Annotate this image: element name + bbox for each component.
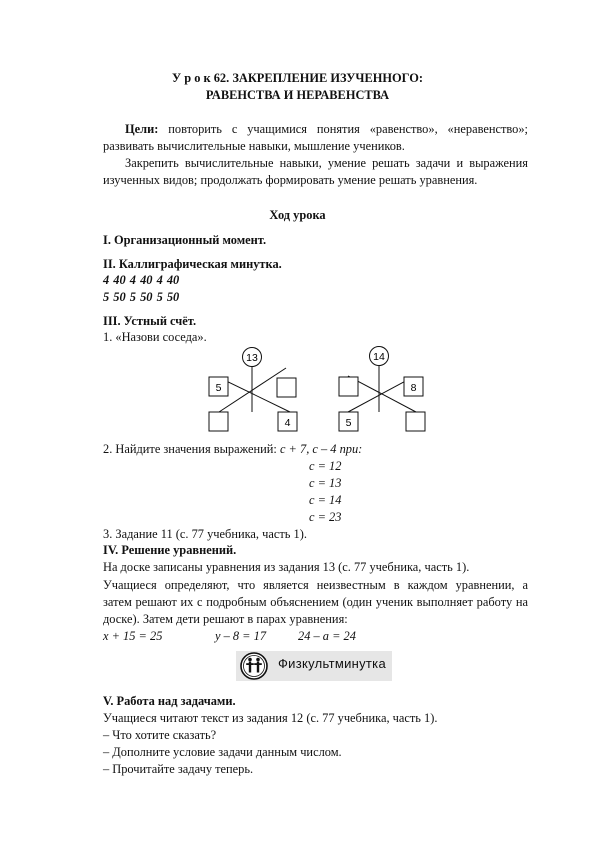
goals-text: повторить с учащимися понятия «равенство», «неравенство»; xyxy=(158,122,528,136)
section-oral-count: III. Устный счёт. xyxy=(103,314,197,328)
physical-break-label: Физкультминутка xyxy=(278,656,386,671)
equation-3: 24 – a = 24 xyxy=(298,629,356,643)
goals-line4: изученных видов; продолжать формировать умение решать уравнения. xyxy=(103,173,478,187)
tree1-root-value: 13 xyxy=(246,352,258,364)
problems-line4: – Прочитайте задачу теперь. xyxy=(103,762,254,776)
task-assignment-11: 3. Задание 11 (с. 77 учебника, часть 1). xyxy=(103,527,307,541)
calligraphy-row-1: 4 40 4 40 4 40 xyxy=(103,273,180,287)
tree2-right-top-value: 8 xyxy=(410,382,417,394)
tree2-left-bottom-value: 5 xyxy=(345,417,352,429)
c-value-2: c = 13 xyxy=(309,476,342,490)
tree1-right-bottom-value: 4 xyxy=(284,417,291,429)
section-equations: IV. Решение уравнений. xyxy=(103,543,237,557)
two-figures-icon xyxy=(241,653,267,679)
c-value-4: c = 23 xyxy=(309,510,342,524)
c-value-3: c = 14 xyxy=(309,493,342,507)
task-find-values xyxy=(103,441,362,458)
tree1-box-left-bottom xyxy=(209,412,228,431)
tree2-box-right-bottom xyxy=(406,412,425,431)
section-calligraphy: II. Каллиграфическая минутка. xyxy=(103,257,282,271)
course-heading: Ход урока xyxy=(269,208,326,222)
equation-2: y – 8 = 17 xyxy=(215,629,267,643)
problems-line2: – Что хотите сказать? xyxy=(103,728,217,742)
equations-line2: Учащиеся определяют, что является неизвестным в каждом уравнении, а xyxy=(103,578,528,592)
tree1-left-top-value: 5 xyxy=(215,382,222,394)
goals-label: Цели: xyxy=(125,122,159,136)
equations-line3: затем решают их с подробным объяснением (один ученик выполняет работу на xyxy=(103,595,528,609)
goals-line3: Закрепить вычислительные навыки, умение решать задачи и выражения xyxy=(125,156,528,170)
tree2-box-left-top xyxy=(339,377,358,396)
goals-line2: развивать вычислительные навыки, мышление учеников. xyxy=(103,139,405,153)
section-problems: V. Работа над задачами. xyxy=(103,694,236,708)
lesson-title-text: 62. ЗАКРЕПЛЕНИЕ ИЗУЧЕННОГО: xyxy=(210,71,423,85)
task-find-values-expression: c + 7, c – 4 при: xyxy=(276,442,363,456)
section-organizational: I. Организационный момент. xyxy=(103,233,267,247)
c-value-1: c = 12 xyxy=(309,459,342,473)
lesson-title-line2: РАВЕНСТВА И НЕРАВЕНСТВА xyxy=(205,88,390,102)
equation-1: x + 15 = 25 xyxy=(103,629,163,643)
task-find-values-text: 2. Найдите значения выражений: xyxy=(103,442,277,456)
lesson-word: У р о к xyxy=(172,71,211,85)
equations-line4: доске). Затем дети решают в парах уравнения: xyxy=(103,612,348,626)
calligraphy-row-2: 5 50 5 50 5 50 xyxy=(103,290,180,304)
problems-line1: Учащиеся читают текст из задания 12 (с. 77 учебника, часть 1). xyxy=(103,711,438,725)
equations-line1: На доске записаны уравнения из задания 13 (с. 77 учебника, часть 1). xyxy=(103,560,470,574)
task-name-neighbour: 1. «Назови соседа». xyxy=(103,330,207,344)
tree2-root-value: 14 xyxy=(373,351,385,363)
problems-line3: – Дополните условие задачи данным числом. xyxy=(103,745,342,759)
tree1-box-right-top xyxy=(277,378,296,397)
